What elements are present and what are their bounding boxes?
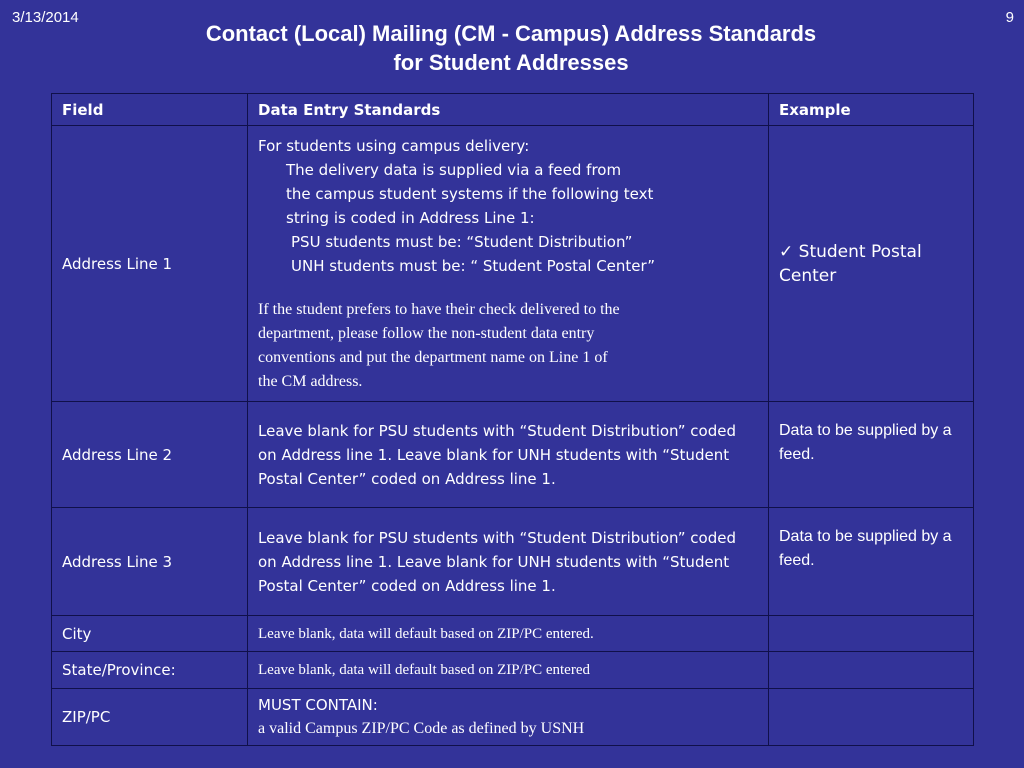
standards-note-line: If the student prefers to have their check delivered to the [258, 301, 620, 318]
example-cell: Data to be supplied by a feed. [769, 402, 974, 508]
table-row-address-line-1 [52, 126, 974, 402]
standards-cell: Leave blank, data will default based on ZIP/PC entered [248, 652, 769, 689]
standards-indent-line: string is coded in Address Line 1: [286, 209, 535, 227]
standards-cell [248, 126, 769, 402]
table-row-address-line-3 [52, 508, 974, 616]
standards-note-line: department, please follow the non-student data entry [258, 325, 595, 342]
field-cell: State/Province: [52, 652, 248, 689]
standards-note-line: the CM address. [258, 373, 363, 390]
field-cell: ZIP/PC [52, 689, 248, 746]
standards-cell: Leave blank, data will default based on ZIP/PC entered. [248, 616, 769, 652]
column-header-field: Field [52, 94, 248, 126]
example-cell [769, 652, 974, 689]
example-cell [769, 689, 974, 746]
table-header-row [52, 94, 974, 126]
example-text: Student Postal Center [779, 241, 922, 286]
standards-indent-line: the campus student systems if the following text [286, 185, 654, 203]
standards-rule-psu: PSU students must be: “Student Distribution” [291, 233, 633, 251]
standards-note-line: conventions and put the department name on Line 1 of [258, 349, 608, 366]
table-row-address-line-2 [52, 402, 974, 508]
example-cell [769, 616, 974, 652]
field-cell: City [52, 616, 248, 652]
spacer [258, 278, 759, 298]
field-cell: Address Line 1 [52, 126, 248, 402]
field-cell: Address Line 3 [52, 508, 248, 616]
standards-indent-line: The delivery data is supplied via a feed from [286, 161, 622, 179]
checkmark-icon: ✓ [779, 241, 794, 262]
standards-table [51, 93, 974, 746]
standards-cell: Leave blank for PSU students with “Student Distribution” coded on Address line 1. Leave blank for UNH students with “Student Postal Center” coded on Address line 1. [248, 402, 769, 508]
example-cell [769, 126, 974, 402]
standards-line: a valid Campus ZIP/PC Code as defined by USNH [258, 720, 585, 737]
standards-cell: Leave blank for PSU students with “Student Distribution” coded on Address line 1. Leave blank for UNH students with “Student Postal Center” coded on Address line 1. [248, 508, 769, 616]
standards-cell [248, 689, 769, 746]
title-line-1: Contact (Local) Mailing (CM - Campus) Address Standards [205, 21, 817, 46]
field-cell: Address Line 2 [52, 402, 248, 508]
standards-line: MUST CONTAIN: [258, 696, 378, 714]
slide-page-number: 9 [1005, 9, 1014, 26]
table-row-state-province [52, 652, 974, 689]
title-line-2: for Student Addresses [393, 50, 629, 75]
standards-intro: For students using campus delivery: [258, 137, 530, 155]
slide-date: 3/13/2014 [12, 9, 79, 26]
table-row-city [52, 616, 974, 652]
column-header-example: Example [769, 94, 974, 126]
slide-title [0, 19, 1024, 77]
column-header-standards: Data Entry Standards [248, 94, 769, 126]
table-row-zip-pc [52, 689, 974, 746]
example-cell: Data to be supplied by a feed. [769, 508, 974, 616]
standards-rule-unh: UNH students must be: “ Student Postal Center” [291, 257, 656, 275]
